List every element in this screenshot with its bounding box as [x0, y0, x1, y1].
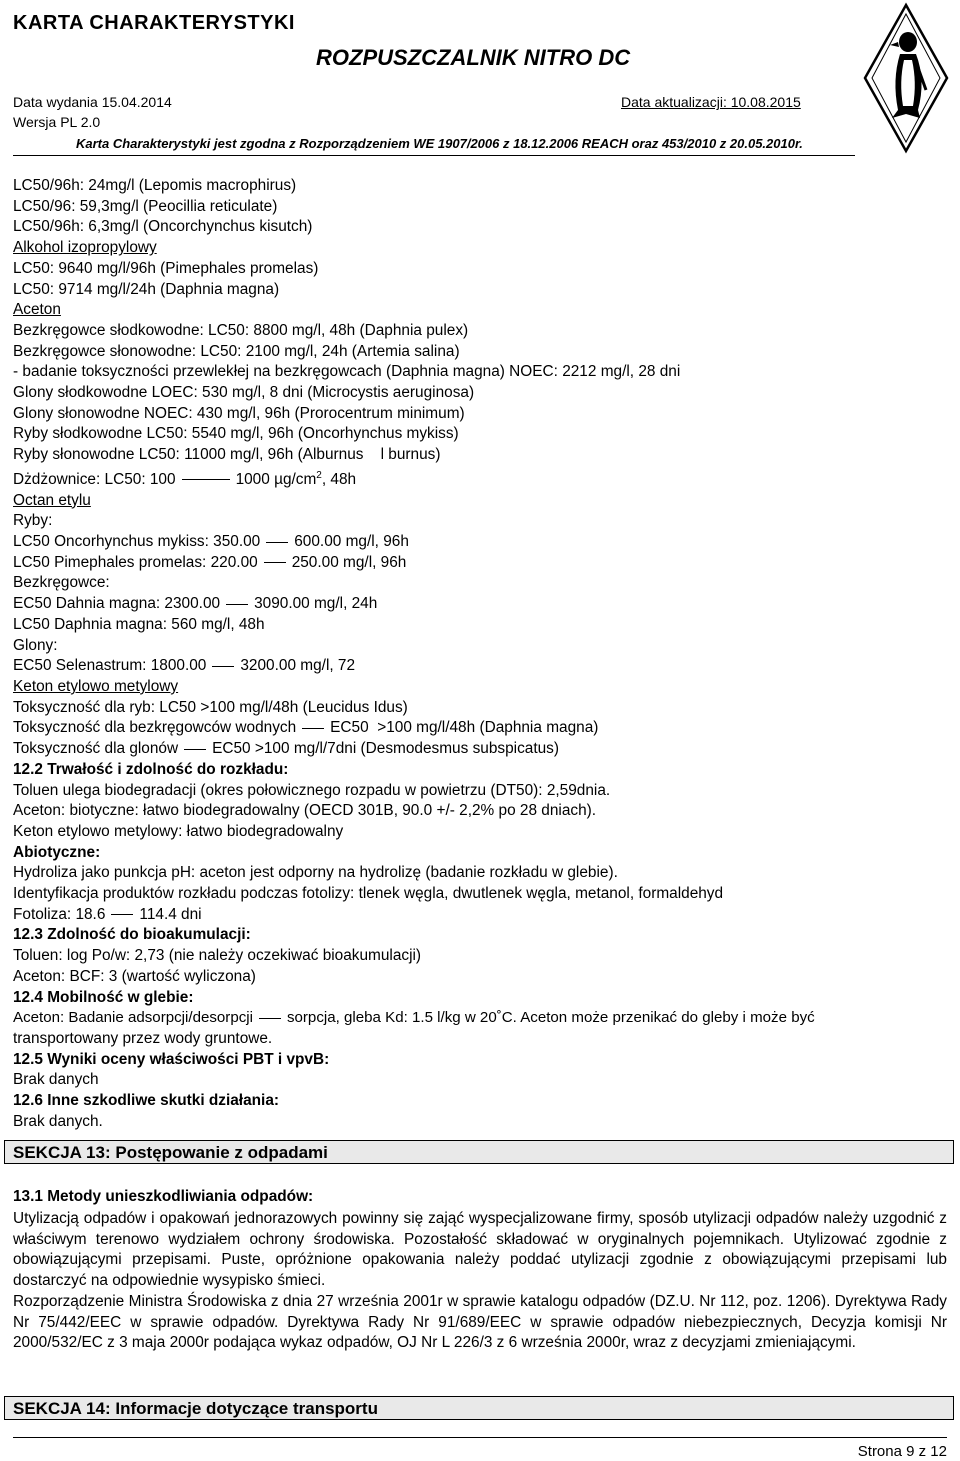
- subsection-heading: 12.4 Mobilność w glebie:: [13, 988, 194, 1006]
- text-line: LC50 Oncorhynchus mykiss: 350.00 600.00 mg/l, 96h: [13, 533, 409, 551]
- section-14-header: SEKCJA 14: Informacje dotyczące transportu: [4, 1396, 954, 1420]
- range-dash: [259, 1018, 281, 1019]
- text-line: - badanie toksyczności przewlekłej na bezkręgowcach (Daphnia magna) NOEC: 2212 mg/l, 28 dni: [13, 363, 681, 381]
- text-line: Bezkręgowce słodkowodne: LC50: 8800 mg/l, 48h (Daphnia pulex): [13, 321, 469, 339]
- text-line: LC50: 9640 mg/l/96h (Pimephales promelas): [13, 259, 319, 277]
- subsection-heading: 12.6 Inne szkodliwe skutki działania:: [13, 1092, 280, 1110]
- text-line: Brak danych.: [13, 1112, 103, 1130]
- text-line: Toluen ulega biodegradacji (okres połowicznego rozpadu w powietrzu (DT50): 2,59dnia.: [13, 781, 611, 799]
- range-dash: [111, 914, 133, 915]
- text-line: Ryby słonowodne LC50: 11000 mg/l, 96h (Alburnus l burnus): [13, 446, 441, 464]
- issue-date: Data wydania 15.04.2014: [13, 94, 172, 110]
- text-line: Toksyczność dla bezkręgowców wodnych EC50 >100 mg/l/48h (Daphnia magna): [13, 719, 599, 737]
- page-number: Strona 9 z 12: [857, 1443, 947, 1460]
- subsection-heading: 13.1 Metody unieszkodliwiania odpadów:: [13, 1188, 314, 1205]
- text-line: Glony słonowodne NOEC: 430 mg/l, 96h (Prorocentrum minimum): [13, 404, 465, 422]
- text-line: LC50/96: 59,3mg/l (Peocillia reticulate): [13, 197, 278, 215]
- text-line: Brak danych: [13, 1071, 99, 1089]
- penguin-diamond-logo-icon: [862, 2, 950, 154]
- text-line: Bezkręgowce:: [13, 574, 110, 592]
- subsection-heading: 12.3 Zdolność do bioakumulacji:: [13, 926, 251, 944]
- text-line: EC50 Dahnia magna: 2300.00 3090.00 mg/l, 24h: [13, 595, 378, 613]
- substance-heading: Octan etylu: [13, 491, 91, 509]
- text-line: Hydroliza jako punkcja pH: aceton jest odporny na hydrolizę (badanie rozkładu w glebie).: [13, 864, 618, 882]
- substance-heading: Keton etylowo metylowy: [13, 678, 179, 695]
- ecotoxicity-content: [13, 176, 949, 1132]
- range-dash: [266, 542, 288, 543]
- text-line: LC50/96h: 24mg/l (Lepomis macrophirus): [13, 177, 297, 194]
- substance-heading: Alkohol izopropylowy: [13, 239, 157, 257]
- text-line: LC50 Daphnia magna: 560 mg/l, 48h: [13, 615, 265, 633]
- regulation-paragraph: Rozporządzenie Ministra Środowiska z dnia 27 września 2001r w sprawie katalogu odpadów (DZ.U. Nr 112, poz. 1206). Dyrektywa Rady Nr 75/442/EEC w sprawie odpadów. Dyrektywa Rady Nr 91/689/EEC w sprawie odpadów niebezpiecznych, Decyzja komisji Nr 2000/532/EC z 3 maja 2000r podająca wykaz odpadów, OJ Nr L 226/3 z 6 września 2000r, wraz z decyzjami zmieniającymi.: [13, 1293, 947, 1352]
- text-line: Dżdżownice: LC50: 100 1000 $\mu g/cm^2$, 48h: [13, 469, 357, 488]
- text-line: Bezkręgowce słonowodne: LC50: 2100 mg/l, 24h (Artemia salina): [13, 342, 460, 360]
- regulation-note: Karta Charakterystyki jest zgodna z Rozporządzeniem WE 1907/2006 z 18.12.2006 REACH oraz 453/2010 z 20.05.2010r.: [76, 136, 803, 151]
- range-dash: [182, 479, 230, 480]
- text-line: LC50 Pimephales promelas: 220.00 250.00 mg/l, 96h: [13, 553, 407, 571]
- subsection-heading: 12.2 Trwałość i zdolność do rozkładu:: [13, 760, 289, 778]
- footer-divider: [13, 1437, 947, 1438]
- product-name: ROZPUSZCZALNIK NITRO DC: [316, 45, 631, 70]
- text-line: Aceton: Badanie adsorpcji/desorpcji sorpcja, gleba Kd: 1.5 l/kg w 20˚C. Aceton może przenikać do gleby i może być: [13, 1009, 815, 1027]
- text-line: EC50 Selenastrum: 1800.00 3200.00 mg/l, 72: [13, 657, 356, 675]
- text-line: Glony:: [13, 636, 58, 654]
- text-line: Keton etylowo metylowy: łatwo biodegradowalny: [13, 822, 344, 840]
- text-line: Toksyczność dla ryb: LC50 >100 mg/l/48h (Leucidus Idus): [13, 698, 408, 716]
- document-title: KARTA CHARAKTERYSTYKI: [13, 12, 295, 34]
- disposal-paragraph: Utylizacją odpadów i opakowań jednorazowych powinny się zająć wyspecjalizowane firmy, sposób utylizacji odpadów należy uzgodnić z właściwym terenowo wydziałem ochrony środowiska. Pozostałość składować w oryginalnych pojemnikach. Utylizować zgodnie z obowiązującymi przepisami. Puste, opróżnione opakowania należy poddać utylizacji zgodnie z obowiązującymi przepisami lub dostarczyć na odpowiednie wysypisko śmieci.: [13, 1210, 947, 1290]
- range-dash: [184, 749, 206, 750]
- header-divider: [13, 155, 855, 156]
- text-line: Ryby słodkowodne LC50: 5540 mg/l, 96h (Oncorhynchus mykiss): [13, 425, 459, 443]
- text-line: Aceton: biotyczne: łatwo biodegradowalny (OECD 301B, 90.0 +/- 2,2% po 28 dniach).: [13, 802, 597, 820]
- text-line: Ryby:: [13, 512, 53, 530]
- text-line: Fotoliza: 18.6 114.4 dni: [13, 905, 202, 923]
- update-date: Data aktualizacji: 10.08.2015: [621, 94, 801, 110]
- text-line: Toksyczność dla glonów EC50 >100 mg/l/7dni (Desmodesmus subspicatus): [13, 740, 559, 758]
- subsection-heading: 12.5 Wyniki oceny właściwości PBT i vpvB:: [13, 1050, 330, 1068]
- text-line: LC50/96h: 6,3mg/l (Oncorchynchus kisutch): [13, 218, 313, 236]
- subsection-heading: Abiotyczne:: [13, 843, 101, 861]
- text-line: Identyfikacja produktów rozkładu podczas fotolizy: tlenek węgla, dwutlenek węgla, metanol, formaldehyd: [13, 885, 724, 903]
- range-dash: [226, 604, 248, 605]
- range-dash: [302, 728, 324, 729]
- section-13-header: SEKCJA 13: Postępowanie z odpadami: [4, 1140, 954, 1164]
- substance-heading: Aceton: [13, 301, 61, 319]
- text-line: Aceton: BCF: 3 (wartość wyliczona): [13, 967, 256, 985]
- version: Wersja PL 2.0: [13, 114, 101, 130]
- text-line: Glony słodkowodne LOEC: 530 mg/l, 8 dni (Microcystis aeruginosa): [13, 384, 475, 402]
- text-line: LC50: 9714 mg/l/24h (Daphnia magna): [13, 280, 280, 298]
- text-line: transportowany przez wody gruntowe.: [13, 1029, 273, 1047]
- range-dash: [264, 562, 286, 563]
- range-dash: [212, 666, 234, 667]
- text-line: Toluen: log Po/w: 2,73 (nie należy oczekiwać bioakumulacji): [13, 947, 422, 965]
